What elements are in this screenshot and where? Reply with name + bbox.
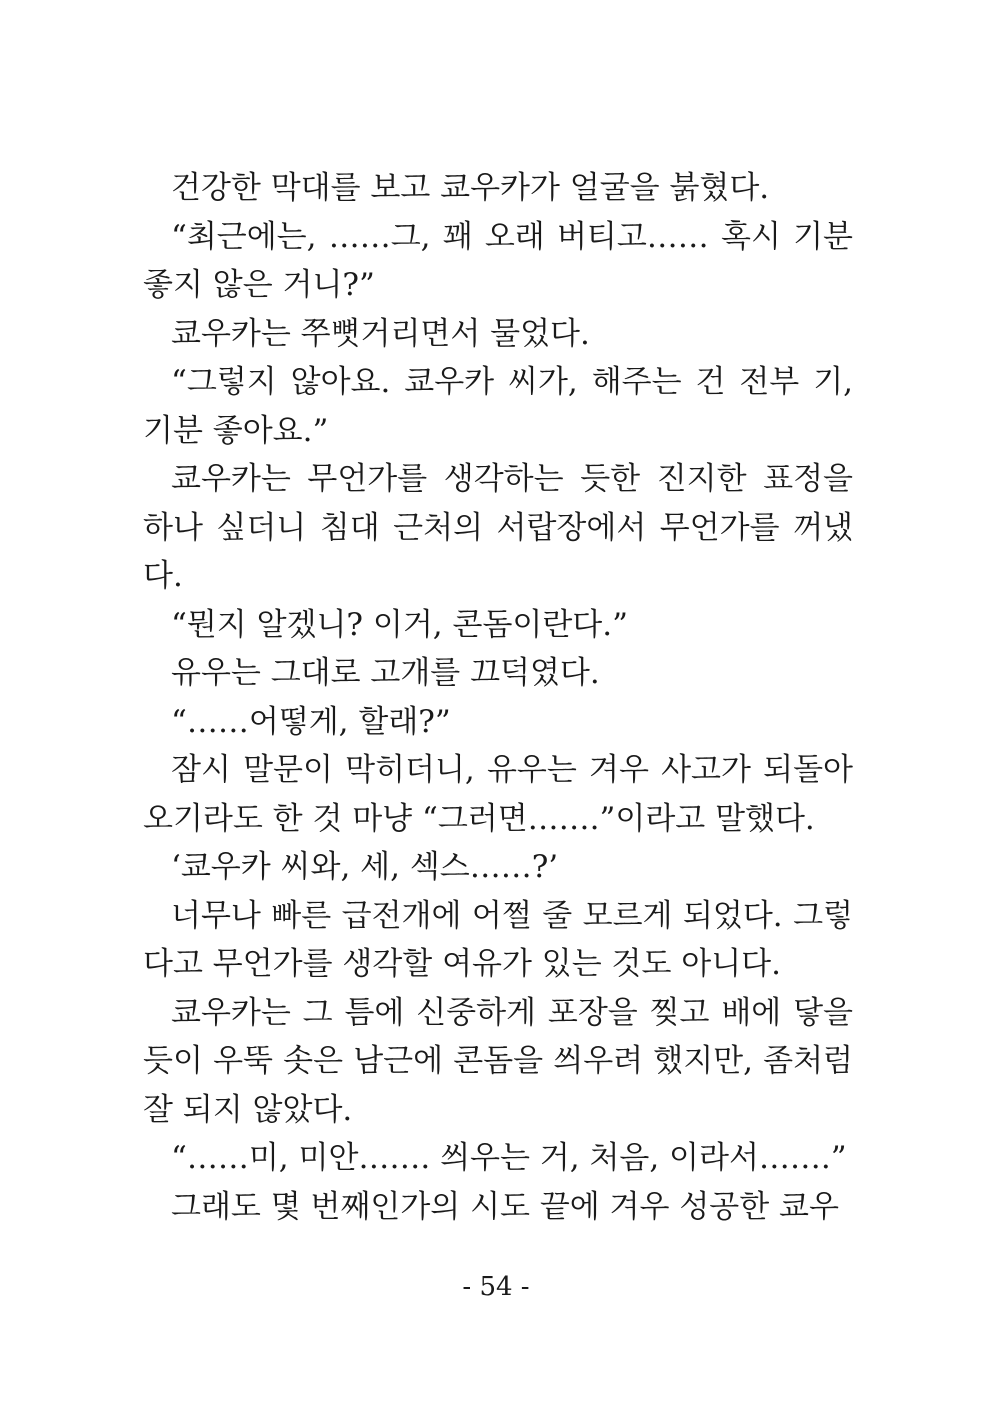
paragraph: “뭔지 알겠니? 이거, 콘돔이란다.” (171, 606, 628, 643)
paragraph: “그렇지 않아요. 쿄우카 씨가, 해주는 건 전부 기, 기분 좋아요.” (143, 364, 853, 449)
paragraph: “……어떻게, 할래?” (171, 703, 451, 740)
paragraph: 쿄우카는 쭈뼛거리면서 물었다. (171, 315, 590, 352)
paragraph: ‘쿄우카 씨와, 세, 섹스……?’ (171, 849, 559, 885)
paragraph: 잠시 말문이 막히더니, 유우는 겨우 사고가 되돌아오기라도 한 것 마냥 “그러면…….”이라고 말했다. (143, 752, 853, 837)
paragraph: 쿄우카는 무언가를 생각하는 듯한 진지한 표정을 하나 싶더니 침대 근처의 서랍장에서 무언가를 꺼냈다. (143, 461, 853, 594)
paragraph: 그래도 몇 번째인가의 시도 끝에 겨우 성공한 쿄우 (171, 1188, 839, 1225)
page-number: - 54 - (462, 1272, 530, 1302)
paragraph: “……미, 미안……. 씌우는 거, 처음, 이라서…….” (171, 1140, 847, 1176)
paragraph: 유우는 그대로 고개를 끄덕였다. (171, 655, 600, 691)
body-text (143, 164, 853, 1231)
paragraph: 너무나 빠른 급전개에 어쩔 줄 모르게 되었다. 그렇다고 무언가를 생각할 여유가 있는 것도 아니다. (143, 897, 853, 982)
paragraph: “최근에는, ……그, 꽤 오래 버티고…… 혹시 기분 좋지 않은 거니?” (143, 218, 853, 303)
paragraph: 쿄우카는 그 틈에 신중하게 포장을 찢고 배에 닿을 듯이 우뚝 솟은 남근에 콘돔을 씌우려 했지만, 좀처럼 잘 되지 않았다. (143, 994, 853, 1128)
paragraph: 건강한 막대를 보고 쿄우카가 얼굴을 붉혔다. (171, 170, 770, 206)
